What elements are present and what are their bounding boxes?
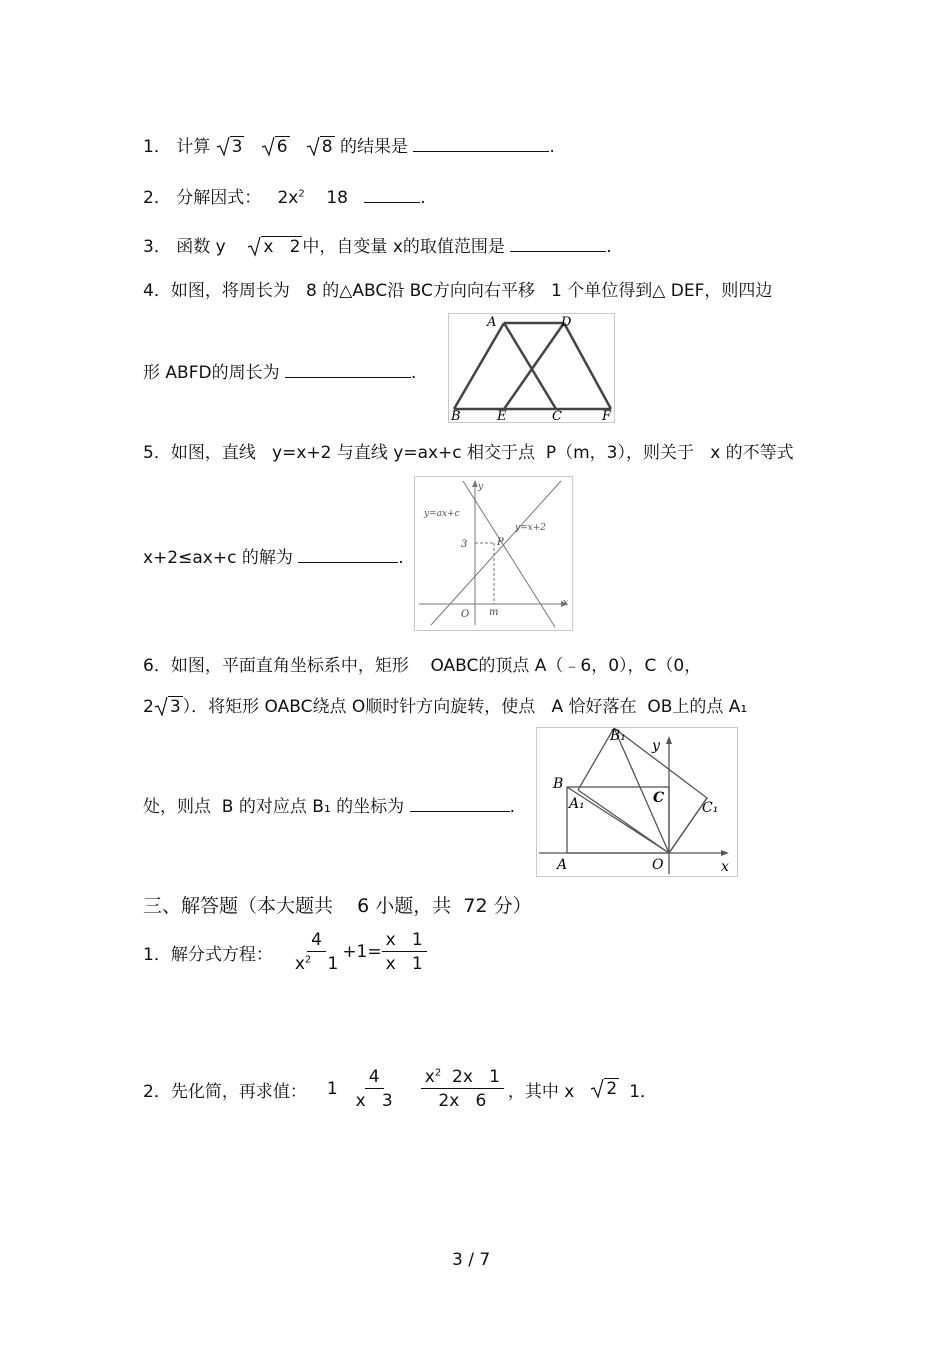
label-y: y — [478, 482, 484, 492]
answer-blank[interactable] — [364, 188, 420, 203]
sqrt-2: 2 — [590, 1079, 619, 1099]
sqrt-8: 8 — [306, 137, 335, 157]
fraction-x-1-over-x-1: $\frac{x 1}{x 1}$ — [382, 930, 427, 974]
answer-blank[interactable] — [285, 363, 411, 378]
label-B1: B₁ — [610, 728, 626, 744]
label-A1: A₁ — [569, 796, 585, 812]
question-6-cont: 2 3 ）．将矩形 OABC绕点 O顺时针方向旋转，使点 A 恰好落在 OB上的点 A₁ — [143, 697, 748, 717]
label-O: O — [461, 609, 470, 620]
solve-question-1: 1． 解分式方程： $\frac{4}{x^2 1}$ +1= $\frac{x 1}{x 1}$ — [143, 930, 431, 974]
sqrt-6: 6 — [261, 137, 290, 157]
answer-blank[interactable] — [298, 548, 398, 563]
label-B: B — [553, 776, 564, 792]
label-3: 3 — [461, 539, 468, 550]
section-heading: 三、解答题（本大题共 6 小题，共 72 分） — [143, 895, 532, 917]
label-D: D — [561, 315, 572, 330]
label-A: A — [557, 857, 568, 873]
question-4: 4．如图，将周长为 8 的△ABC沿 BC方向向右平移 1 个单位得到△ DEF，则四边 — [143, 281, 773, 301]
label-y-ax-c: y=ax+c — [424, 509, 460, 519]
fraction-4-over-x2-1: $\frac{4}{x^2 1}$ — [294, 930, 339, 974]
label-A: A — [487, 315, 497, 330]
label-E: E — [497, 409, 507, 422]
figure-two-lines — [414, 476, 573, 631]
question-3: 3． 函数 y x 2 中，自变量 x的取值范围是 . — [143, 237, 612, 257]
label-O: O — [652, 857, 664, 873]
question-6-cont2: 处，则点 B 的对应点 B₁ 的坐标为 . — [143, 797, 515, 817]
answer-blank[interactable] — [410, 797, 510, 812]
label-C: C — [552, 409, 562, 422]
label-P: P — [497, 537, 504, 548]
fraction-4-over-x-3: $\frac{4}{x 3}$ — [355, 1067, 393, 1111]
label-C1: C₁ — [702, 800, 719, 816]
question-6: 6．如图，平面直角坐标系中，矩形 OABC的顶点 A（﹣6，0），C（0， — [143, 656, 702, 676]
question-2: 2． 分解因式： $2x^2$ 18 . — [143, 188, 426, 208]
question-1: 1． 计算 3 6 8 的结果是 . — [143, 137, 555, 157]
label-x: x — [563, 598, 569, 608]
label-x: x — [721, 859, 729, 875]
label-y-x-2: y=x+2 — [515, 523, 546, 533]
sqrt-3: 3 — [216, 137, 245, 157]
label-C: C — [653, 790, 665, 806]
label-m: m — [489, 607, 499, 618]
question-5-cont: x+2≤ax+c 的解为 . — [143, 548, 404, 568]
label-F: F — [602, 409, 612, 422]
label-B: B — [451, 409, 461, 422]
answer-blank[interactable] — [510, 237, 606, 252]
figure-trapezoid-translation — [448, 313, 615, 423]
figure-rotated-rectangle — [536, 727, 738, 877]
answer-blank[interactable] — [413, 137, 549, 152]
page-number: 3 / 7 — [452, 1250, 491, 1270]
solve-question-2: 2． 先化简，再求值： 1 $\frac{4}{x 3}$ $\frac{x^2 2x 1}{2x 6}$ ，其中 x 2 1． — [143, 1067, 658, 1111]
line-y-x-2 — [431, 481, 561, 625]
question-5: 5．如图，直线 y=x+2 与直线 y=ax+c 相交于点 P（m，3），则关于 x 的不等式 — [143, 443, 794, 463]
sqrt-3: 3 — [154, 697, 183, 717]
triangles — [454, 323, 611, 409]
question-4-cont: 形 ABFD的周长为 . — [143, 363, 417, 383]
label-y: y — [652, 738, 660, 754]
fraction-quadratic: $\frac{x^2 2x 1}{2x 6}$ — [421, 1067, 504, 1111]
sqrt-x-2: x 2 — [247, 237, 302, 257]
